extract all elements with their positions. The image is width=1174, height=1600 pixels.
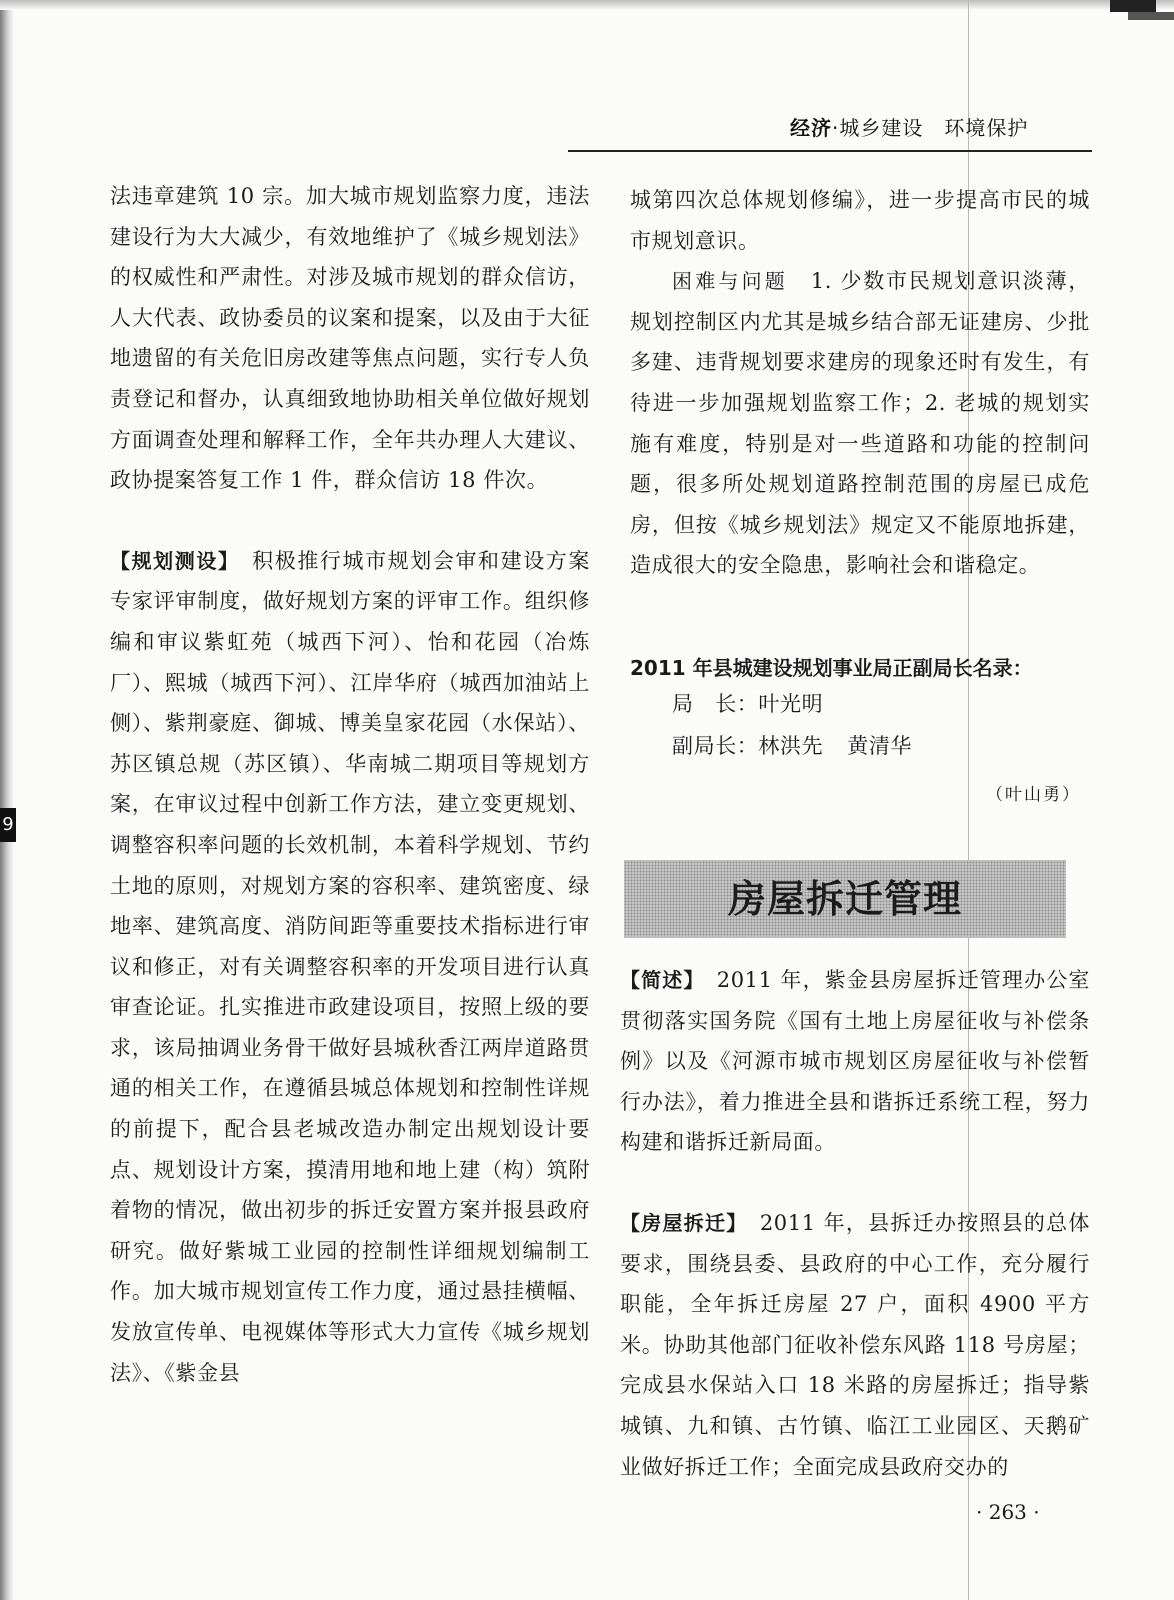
deputy-label: 副局长： <box>672 734 759 758</box>
officer-row-director <box>672 688 823 718</box>
problems-text: 1. 少数市民规划意识淡薄，规划控制区内尤其是城乡结合部无证建房、少批多建、违背规划要求建房的现象还时有发生，有待进一步加强规划监察工作；2. 老城的规划实施有难度，特别是对一些道路和功能的控制问题，很多所处规划道路控制范围的房屋已成危房，但按《城乡规划法》规定又不能原地拆建，造成很大的安全隐患，影响社会和谐稳定。 <box>630 269 1090 578</box>
deputy-name-2: 黄清华 <box>847 734 913 758</box>
planning-heading: 【规划测设】 <box>110 548 230 573</box>
left-paragraph-1: 法违章建筑 10 宗。加大城市规划监察力度，违法建设行为大大减少，有效地维护了《城乡规划法》的权威性和严肃性。对涉及城市规划的群众信访，人大代表、政协委员的议案和提案，以及由于大征地遗留的有关危旧房改建等焦点问题，实行专人负责登记和督办，认真细致地协助相关单位做好规划方面调查处理和解释工作，全年共办理人大建议、政协提案答复工作 1 件，群众信访 18 件次。 <box>110 184 590 493</box>
side-tab: 9 <box>0 808 16 842</box>
planning-text: 积极推行城市规划会审和建设方案专家评审制度，做好规划方案的评审工作。组织修编和审议紫虹苑（城西下河）、怡和花园（冶炼厂）、熙城（城西下河）、江岸华府（城西加油站上侧）、紫荆豪庭、御城、博美皇家花园（水保站）、苏区镇总规（苏区镇）、华南城二期项目等规划方案，在审议过程中创新工作方法，建立变更规划、调整容积率问题的长效机制，本着科学规划、节约土地的原则，对规划方案的容积率、建筑密度、绿地率、建筑高度、消防间距等重要技术指标进行审议和修正，对有关调整容积率的开发项目进行认真审查论证。扎实推进市政建设项目，按照上级的要求，该局抽调业务骨干做好县城秋香江两岸道路贯通的相关工作，在遵循县城总体规划和控制性详规的前提下，配合县老城改造办制定出规划设计要点、规划设计方案，摸清用地和地上建（构）筑附着物的情况，做出初步的拆迁安置方案并报县政府研究。做好紫城工业园的控制性详细规划编制工作。加大城市规划宣传工作力度，通过悬挂横幅、发放宣传单、电视媒体等形式大力宣传《城乡规划法》、《紫金县 <box>110 548 590 1385</box>
scan-corner-mark <box>1128 12 1174 20</box>
director-name: 叶光明 <box>758 692 824 716</box>
left-column <box>110 176 590 1393</box>
planning-paragraph <box>110 541 590 1393</box>
summary-paragraph <box>620 960 1090 1163</box>
section-banner <box>624 860 1066 938</box>
scan-shadow-left <box>0 0 14 1600</box>
problems-label: 困难与问题 <box>672 269 788 294</box>
summary-heading: 【简述】 <box>620 968 695 992</box>
scan-shadow-top <box>0 0 1174 10</box>
problems-paragraph <box>630 261 1090 586</box>
running-head-rest: ·城乡建设 环境保护 <box>832 116 1029 140</box>
header-rule <box>568 150 1092 152</box>
right-paragraph-1: 城第四次总体规划修编》，进一步提高市民的城市规划意识。 <box>630 188 1090 253</box>
author-credit: （叶山勇） <box>986 785 1081 805</box>
running-head-section: 经济 <box>790 116 832 140</box>
section-banner-title: 房屋拆迁管理 <box>727 877 962 921</box>
page-number: · 263 · <box>976 1500 1040 1524</box>
deputy-name-1: 林洪先 <box>758 734 824 758</box>
scan-corner-mark <box>1110 0 1156 12</box>
demolition-text: 2011 年，县拆迁办按照县的总体要求，围绕县委、县政府的中心工作，充分履行职能，全年拆迁房屋 27 户，面积 4900 平方米。协助其他部门征收补偿东风路 118 号房屋；完成县水保站入口 18 米路的房屋拆迁；指导紫城镇、九和镇、古竹镇、临江工业园区、天鹅矿业做好拆迁工作；全面完成县政府交办的 <box>620 1210 1090 1479</box>
demolition-section <box>620 960 1090 1487</box>
officer-list-title: 2011 年县城建设规划事业局正副局长名录： <box>630 656 1033 680</box>
right-column <box>630 180 1090 586</box>
summary-text: 2011 年，紫金县房屋拆迁管理办公室贯彻落实国务院《国有土地上房屋征收与补偿条例》以及《河源市城市规划区房屋征收与补偿暂行办法》，着力推进全县和谐拆迁系统工程，努力构建和谐拆迁新局面。 <box>620 968 1090 1155</box>
director-label: 局 长： <box>672 692 759 716</box>
demolition-heading: 【房屋拆迁】 <box>620 1210 738 1235</box>
running-head <box>790 112 1080 141</box>
demolition-paragraph <box>620 1203 1090 1487</box>
officer-row-deputy <box>672 730 912 760</box>
